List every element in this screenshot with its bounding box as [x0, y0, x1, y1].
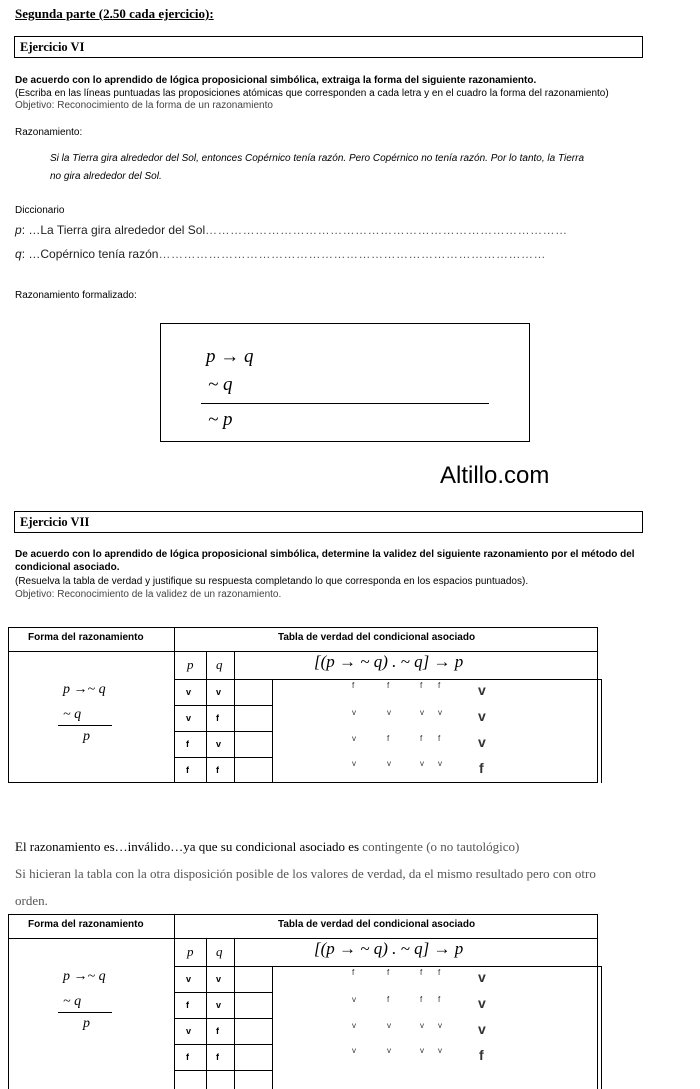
conclusion-line-2: Si hicieran la tabla con la otra disposición posible de los valores de verdad, da el mismo resultado pero con otro [15, 866, 596, 881]
truth-value: v [438, 708, 442, 717]
reasoning-text-line2: no gira alrededor del Sol. [50, 171, 162, 182]
result-value: f [479, 1047, 484, 1063]
truth-value: v [352, 995, 356, 1004]
table-header-right: Tabla de verdad del condicional asociado [278, 919, 476, 930]
table-col-line [601, 679, 602, 783]
column-p: p [187, 657, 194, 672]
argument-premise-1: p →~ q [63, 682, 106, 697]
result-value: v [478, 708, 486, 724]
associated-conditional-formula: [(p → ~ q) . ~ q] → p [314, 652, 464, 671]
conclusion-text: El razonamiento es…inválido…ya que su condicional asociado es [15, 839, 363, 854]
argument-conclusion: p [83, 1016, 90, 1031]
conclusion-note: (o no tautológico) [422, 839, 520, 854]
table-row-line [174, 1070, 272, 1071]
truth-value: v [438, 759, 442, 768]
truth-value: f [438, 734, 441, 743]
watermark-altillo: Altillo.com [440, 462, 550, 489]
dictionary-entry-q [15, 247, 546, 261]
truth-value: v [352, 708, 356, 717]
table-header-left: Forma del razonamiento [28, 919, 144, 930]
truth-value: v [420, 1046, 424, 1055]
truth-value: f [352, 681, 355, 690]
result-value: f [479, 760, 484, 776]
truth-value: v [387, 1021, 391, 1030]
truth-value: f [438, 681, 441, 690]
table-col-line [206, 651, 207, 783]
exercise-6-instruction: De acuerdo con lo aprendido de lógica proposicional simbólica, extraiga la forma del siguiente razonamiento. [15, 75, 537, 86]
argument-divider [58, 725, 112, 726]
argument-conclusion: p [83, 729, 90, 744]
truth-value: v [387, 708, 391, 717]
table-header-line [8, 938, 598, 939]
table-col-line [272, 966, 273, 1089]
dotted-line: ………………………………………………………………………………… [158, 247, 546, 261]
table-header-right: Tabla de verdad del condicional asociado [278, 632, 476, 643]
conclusion-line-3: orden. [15, 893, 48, 908]
result-value: v [478, 969, 486, 985]
cell-q: v [216, 1000, 222, 1010]
dictionary-entry-p [15, 223, 568, 237]
truth-value: f [352, 968, 355, 977]
exercise-7-instruction-line1: De acuerdo con lo aprendido de lógica proposicional simbólica, determine la validez del siguiente razonamiento por el método del [15, 549, 635, 560]
formalized-box [160, 323, 530, 442]
cell-q: f [216, 765, 219, 775]
reasoning-text-line1: Si la Tierra gira alrededor del Sol, entonces Copérnico tenía razón. Pero Copérnico no tenía razón. Por lo tanto, la Tierra [50, 153, 585, 164]
truth-value: f [387, 734, 390, 743]
result-value: v [478, 682, 486, 698]
truth-value: f [420, 734, 423, 743]
exercise-6-note: (Escriba en las líneas puntuadas las proposiciones atómicas que corresponden a cada letra y en el cuadro la forma del razonamiento) [15, 88, 609, 99]
truth-value: v [420, 1021, 424, 1030]
reasoning-label: Razonamiento: [15, 127, 83, 138]
truth-value: v [352, 1021, 356, 1030]
truth-table-frame [8, 914, 598, 1089]
dotted-line: …………………………………………………………………………… [205, 223, 568, 237]
argument-premise-2: ~ q [63, 994, 82, 1009]
table-row-line [174, 757, 272, 758]
cell-q: v [216, 687, 222, 697]
truth-value: f [387, 968, 390, 977]
column-q: q [216, 944, 223, 959]
truth-value: f [387, 681, 390, 690]
table-col-line [206, 938, 207, 1089]
argument-premise-1: p →~ q [63, 969, 106, 984]
table-row-line [174, 1044, 272, 1045]
exercise-7-note: (Resuelva la tabla de verdad y justifique su respuesta completando lo que corresponda en los espacios puntuados). [15, 576, 529, 587]
section-heading: Segunda parte (2.50 cada ejercicio): [15, 6, 214, 21]
truth-value: v [420, 708, 424, 717]
conclusion-contingent: contingente [362, 839, 423, 854]
exercise-7-instruction-line2: condicional asociado. [15, 562, 120, 573]
table-header-left: Forma del razonamiento [28, 632, 144, 643]
cell-p: v [186, 1026, 192, 1036]
form-premise-1: p → q [206, 346, 254, 367]
cell-q: f [216, 1052, 219, 1062]
truth-value: v [352, 1046, 356, 1055]
argument-premise-2: ~ q [63, 707, 82, 722]
dictionary-text: : …Copérnico tenía razón [21, 247, 159, 261]
truth-value: f [387, 995, 390, 1004]
table-row-line [174, 731, 272, 732]
truth-value: v [387, 759, 391, 768]
table-col-line [601, 966, 602, 1089]
truth-value: f [420, 995, 423, 1004]
truth-value: v [438, 1046, 442, 1055]
form-premise-2: ~ q [208, 374, 233, 395]
cell-q: v [216, 739, 222, 749]
conclusion-paragraph [15, 833, 695, 914]
cell-p: f [186, 1000, 189, 1010]
truth-value: f [420, 968, 423, 977]
exercise-7-title-box [14, 511, 643, 533]
cell-q: f [216, 713, 219, 723]
table-col-line [234, 651, 235, 783]
table-row-line [174, 1018, 272, 1019]
table-row-line [174, 992, 272, 993]
result-value: v [478, 734, 486, 750]
conclusion-line-1 [15, 833, 695, 860]
truth-value: v [352, 734, 356, 743]
table-col-line [272, 679, 273, 783]
exercise-6-title-box [14, 36, 643, 58]
table-header-line [8, 651, 598, 652]
table-divider [174, 914, 175, 1089]
argument-divider [58, 1012, 112, 1013]
cell-q: v [216, 974, 222, 984]
cell-q: f [216, 1026, 219, 1036]
truth-value: v [387, 1046, 391, 1055]
cell-p: v [186, 713, 192, 723]
cell-p: v [186, 687, 192, 697]
dictionary-var: q [15, 247, 22, 261]
truth-value: f [438, 968, 441, 977]
cell-p: f [186, 1052, 189, 1062]
dictionary-label: Diccionario [15, 205, 65, 216]
truth-value: v [438, 1021, 442, 1030]
cell-p: f [186, 739, 189, 749]
exercise-6-objective: Objetivo: Reconocimiento de la forma de un razonamiento [15, 100, 273, 111]
table-row-line [174, 705, 272, 706]
form-divider [201, 403, 489, 404]
exercise-7-title: Ejercicio VII [20, 515, 90, 529]
truth-value: v [352, 759, 356, 768]
truth-value: f [420, 681, 423, 690]
column-p: p [187, 944, 194, 959]
dictionary-var: p [15, 223, 22, 237]
result-value: v [478, 995, 486, 1011]
truth-value: v [420, 759, 424, 768]
table-row-line [174, 679, 602, 680]
formalized-label: Razonamiento formalizado: [15, 290, 137, 301]
cell-p: v [186, 974, 192, 984]
column-q: q [216, 657, 223, 672]
cell-p: f [186, 765, 189, 775]
exercise-6-title: Ejercicio VI [20, 40, 85, 54]
table-row-line [174, 966, 602, 967]
form-conclusion: ~ p [208, 409, 233, 430]
table-col-line [234, 938, 235, 1089]
associated-conditional-formula: [(p → ~ q) . ~ q] → p [314, 939, 464, 958]
result-value: v [478, 1021, 486, 1037]
dictionary-text: : …La Tierra gira alrededor del Sol [21, 223, 206, 237]
exercise-7-objective: Objetivo: Reconocimiento de la validez de un razonamiento. [15, 589, 282, 600]
truth-value: f [438, 995, 441, 1004]
